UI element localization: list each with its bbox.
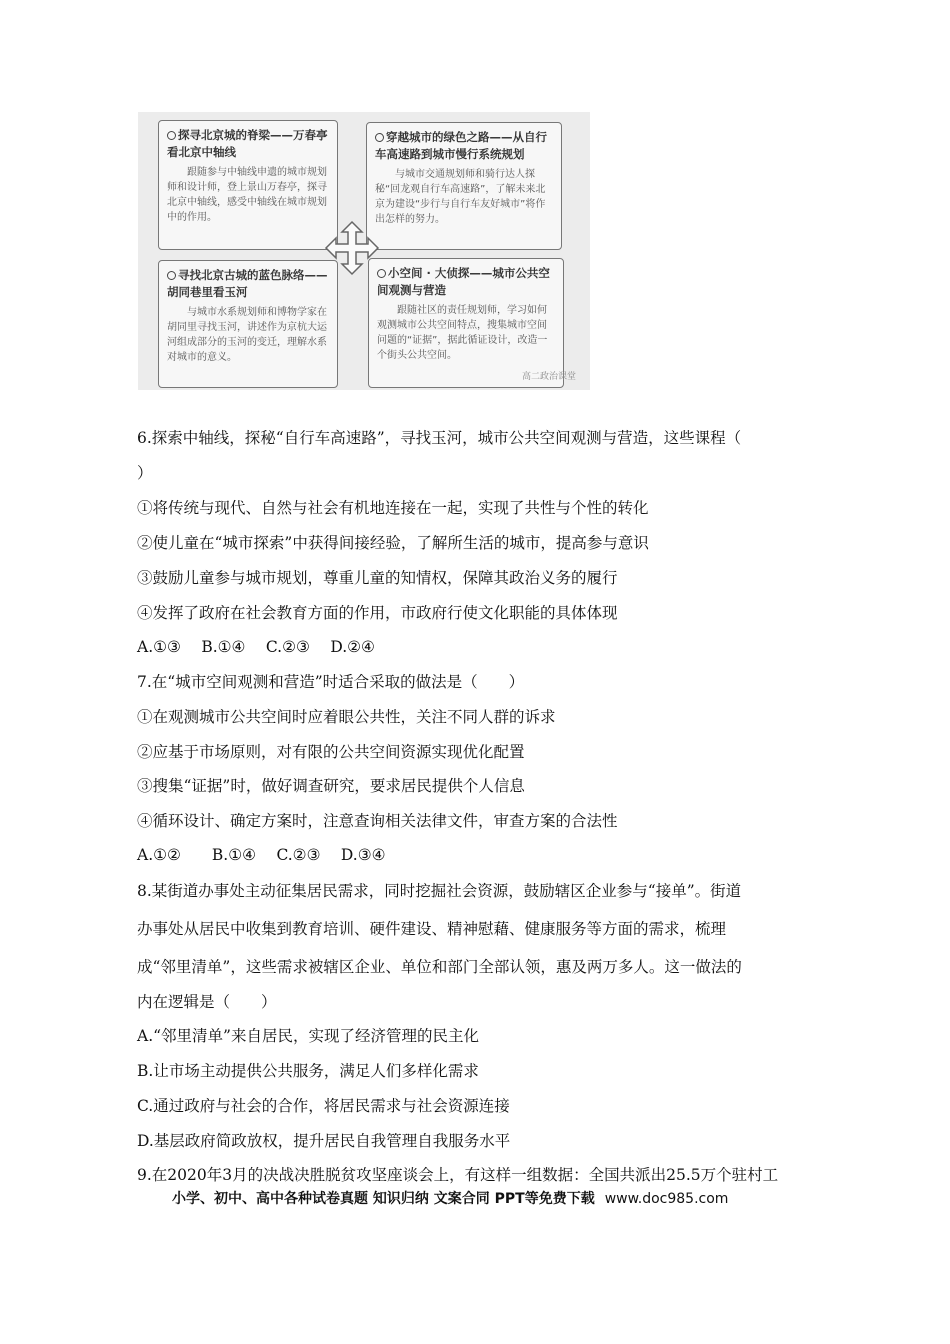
q7-choices: A.①② B.①④ C.②③ D.③④ [137,846,386,864]
bullet-icon [167,271,176,280]
panel-body: 与城市水系规划师和博物学家在胡同里寻找玉河，讲述作为京杭大运河组成部分的玉河的变迁，理解水系对城市的意义。 [167,307,327,363]
q8-option-a: A.“邻里清单”来自居民，实现了经济管理的民主化 [137,1027,479,1045]
panel-body: 跟随参与中轴线申遗的城市规划师和设计师，登上景山万春亭，探寻北京中轴线，感受中轴线在城市规划中的作用。 [167,167,327,223]
q6-option-4: ④发挥了政府在社会教育方面的作用，市政府行使文化职能的具体体现 [137,604,618,622]
panel-body: 跟随社区的责任规划师，学习如何观测城市公共空间特点，搜集城市空间问题的“证据”，据此循证设计，改造一个街头公共空间。 [377,305,548,361]
q6-option-1: ①将传统与现代、自然与社会有机地连接在一起，实现了共性与个性的转化 [137,499,649,517]
q7-option-2: ②应基于市场原则，对有限的公共空间资源实现优化配置 [137,743,525,761]
question-8-stem-4: 内在逻辑是（ ） [137,993,277,1011]
question-6-stem-end: ） [137,464,153,482]
page-footer [172,1188,728,1208]
panel-body: 与城市交通规划师和骑行达人探秘“回龙观自行车高速路”，了解未来北京为建设“步行与自行车友好城市”将作出怎样的努力。 [375,169,546,225]
question-9-stem: 9.在2020年3月的决战决胜脱贫攻坚座谈会上，有这样一组数据：全国共派出25.5万个驻村工 [137,1166,779,1184]
q7-option-1: ①在观测城市公共空间时应着眼公共性，关注不同人群的诉求 [137,708,556,726]
question-8-stem-1: 8.某街道办事处主动征集居民需求，同时挖掘社会资源，鼓励辖区企业参与“接单”。街道 [137,882,742,900]
bullet-icon [167,131,176,140]
q7-option-4: ④循环设计、确定方案时，注意查询相关法律文件，审查方案的合法性 [137,812,618,830]
q6-choices: A.①③ B.①④ C.②③ D.②④ [137,638,375,656]
footer-text: 小学、初中、高中各种试卷真题 知识归纳 文案合同 PPT等免费下载 [172,1191,595,1207]
question-8-stem-3: 成“邻里清单”，这些需求被辖区企业、单位和部门全部认领，惠及两万多人。这一做法的 [137,958,742,976]
q8-option-b: B.让市场主动提供公共服务，满足人们多样化需求 [137,1062,479,1080]
bullet-icon [375,133,384,142]
question-6-stem: 6.探索中轴线，探秘“自行车高速路”，寻找玉河，城市公共空间观测与营造，这些课程（ [137,429,742,447]
question-8-stem-2: 办事处从居民中收集到教育培训、硬件建设、精神慰藉、健康服务等方面的需求，梳理 [137,920,727,938]
panel-title: 小空间 · 大侦探——城市公共空间观测与营造 [377,266,550,297]
course-figure [138,112,590,390]
four-way-arrow-icon [324,220,380,276]
panel-title: 探寻北京城的脊梁——万春亭看北京中轴线 [167,128,328,159]
panel-title: 穿越城市的绿色之路——从自行车高速路到城市慢行系统规划 [375,130,547,161]
q7-option-3: ③搜集“证据”时，做好调查研究，要求居民提供个人信息 [137,777,525,795]
panel-central-axis [158,120,338,250]
q8-option-c: C.通过政府与社会的合作，将居民需求与社会资源连接 [137,1097,510,1115]
q6-option-2: ②使儿童在“城市探索”中获得间接经验，了解所生活的城市，提高参与意识 [137,534,649,552]
watermark: 高二政治课堂 [521,372,576,382]
panel-title: 寻找北京古城的蓝色脉络——胡同巷里看玉河 [167,268,328,299]
q6-option-3: ③鼓励儿童参与城市规划，尊重儿童的知情权，保障其政治义务的履行 [137,569,618,587]
q8-option-d: D.基层政府简政放权，提升居民自我管理自我服务水平 [137,1132,511,1150]
footer-url[interactable]: www.doc985.com [604,1191,729,1207]
question-7-stem: 7.在“城市空间观测和营造”时适合采取的做法是（ ） [137,673,525,691]
panel-bike-highway [366,122,562,250]
panel-yu-river [158,260,338,388]
